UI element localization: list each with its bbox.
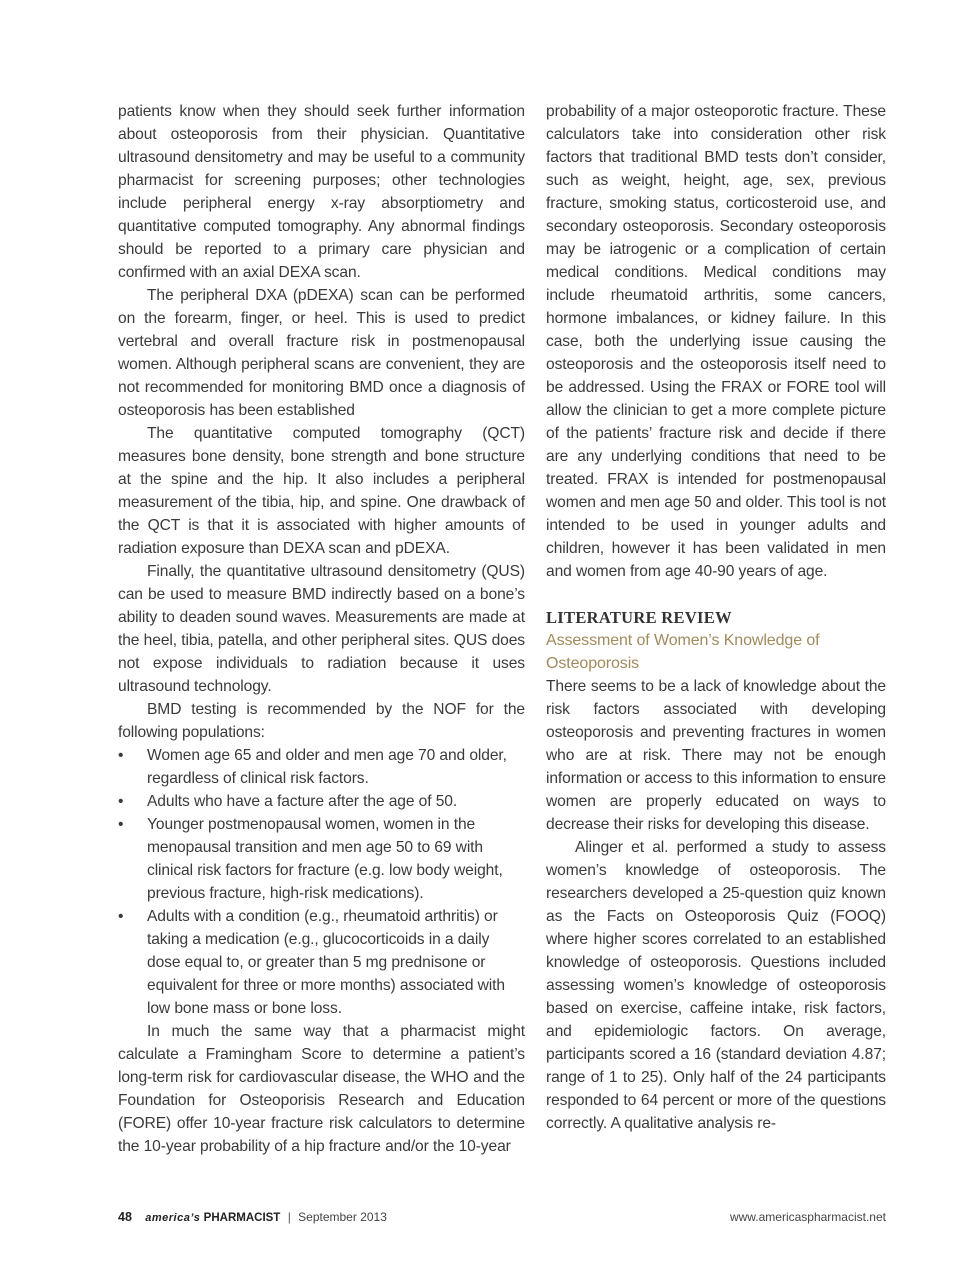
body-paragraph: Alinger et al. performed a study to assess women’s knowledge of osteoporosis. The researchers developed a 25-question quiz known as the Facts on Osteoporosis Quiz (FOOQ) where higher scores correlated to an established knowledge of osteoporosis. Questions included assessing women’s knowledge of osteoporosis based on exercise, caffeine intake, risk factors, and epidemiologic factors. On average, participants scored a 16 (standard deviation 4.87; range of 1 to 25). Only half of the 24 participants responded to 64 percent or more of the questions correctly. A qualitative analysis re- [546,839,886,1132]
section-subheading: Assessment of Women’s Knowledge of Osteoporosis [546,632,820,672]
body-paragraph: BMD testing is recommended by the NOF for the following populations: [118,701,525,741]
left-column [118,100,525,1158]
website-url: www.americaspharmacist.net [729,1210,886,1224]
body-paragraph: probability of a major osteoporotic fracture. These calculators take into consideration other risk factors that traditional BMD tests don’t consider, such as weight, height, age, sex, previous fracture, smoking status, corticosteroid use, and secondary osteoporosis. Secondary osteoporosis may be iatrogenic or a complication of certain medical conditions. Medical conditions may include rheumatoid arthritis, some cancers, hormone imbalances, or kidney failure. In this case, both the underlying issue causing the osteoporosis and the osteoporosis itself need to be addressed. Using the FRAX or FORE tool will allow the clinician to get a more complete picture of the patients’ fracture risk and decide if there are any underlying conditions that need to be treated. FRAX is intended for postmenopausal women and men age 50 and older. This tool is not intended to be used in younger adults and children, however it has been validated in men and women from age 40-90 years of age. [546,103,886,580]
list-item-text: Adults with a condition (e.g., rheumatoid arthritis) or taking a medication (e.g., glucocorticoids in a daily dose equal to, or greater than 5 mg prednisone or equivalent for three or more months) associated with low bone mass or bone loss. [147,908,505,1017]
list-item-text: Younger postmenopausal women, women in the menopausal transition and men age 50 to 69 with clinical risk factors for fracture (e.g. low body weight, previous fracture, high-risk medications). [147,816,503,902]
bullet-icon: • [118,816,124,833]
list-item [118,905,525,1020]
body-paragraph: Finally, the quantitative ultrasound densitometry (QUS) can be used to measure BMD indirectly based on a bone’s ability to deaden sound waves. Measurements are made at the heel, tibia, patella, and other peripheral sites. QUS does not expose individuals to radiation because it uses ultrasound technology. [118,563,525,695]
list-item [118,790,525,813]
magazine-brand-name: PHARMACIST [203,1212,281,1224]
magazine-brand-prefix: america’s [145,1212,201,1224]
bullet-icon: • [118,793,124,810]
list-item [118,744,525,790]
bullet-icon: • [118,747,124,764]
right-column [546,100,886,1135]
body-paragraph: There seems to be a lack of knowledge about the risk factors associated with developing osteoporosis and preventing fractures in women who are at risk. There may not be enough information or access to this information to ensure women are properly educated on ways to decrease their risks for developing this disease. [546,678,886,833]
body-paragraph: The quantitative computed tomography (QCT) measures bone density, bone strength and bone structure at the spine and the hip. It also includes a peripheral measurement of the tibia, hip, and spine. One drawback of the QCT is that it is associated with higher amounts of radiation exposure than DEXA scan and pDEXA. [118,425,525,557]
page-number: 48 [118,1210,132,1224]
bullet-icon: • [118,908,124,925]
list-item-text: Women age 65 and older and men age 70 and older, regardless of clinical risk factors. [147,747,507,787]
page-footer [118,1210,886,1230]
list-item-text: Adults who have a facture after the age of 50. [147,793,458,810]
body-paragraph: The peripheral DXA (pDEXA) scan can be performed on the forearm, finger, or heel. This is used to predict vertebral and overall fracture risk in postmenopausal women. Although peripheral scans are convenient, they are not recommended for monitoring BMD once a diagnosis of osteoporosis has been established [118,287,525,419]
body-paragraph: In much the same way that a pharmacist might calculate a Framingham Score to determine a patient’s long-term risk for cardiovascular disease, the WHO and the Foundation for Osteoporisis Research and Education (FORE) offer 10-year fracture risk calculators to determine the 10-year probability of a hip fracture and/or the 10-year [118,1023,525,1155]
bullet-list [118,744,525,1020]
footer-separator: | [287,1210,291,1224]
list-item [118,813,525,905]
section-heading: LITERATURE REVIEW [546,608,732,627]
issue-date: September 2013 [298,1210,387,1224]
body-paragraph: patients know when they should seek further information about osteoporosis from their physician. Quantitative ultrasound densitometry and may be useful to a community pharmacist for screening purposes; other technologies include peripheral energy x-ray absorptiometry and quantitative computed tomography. Any abnormal findings should be reported to a primary care physician and confirmed with an axial DEXA scan. [118,103,525,281]
